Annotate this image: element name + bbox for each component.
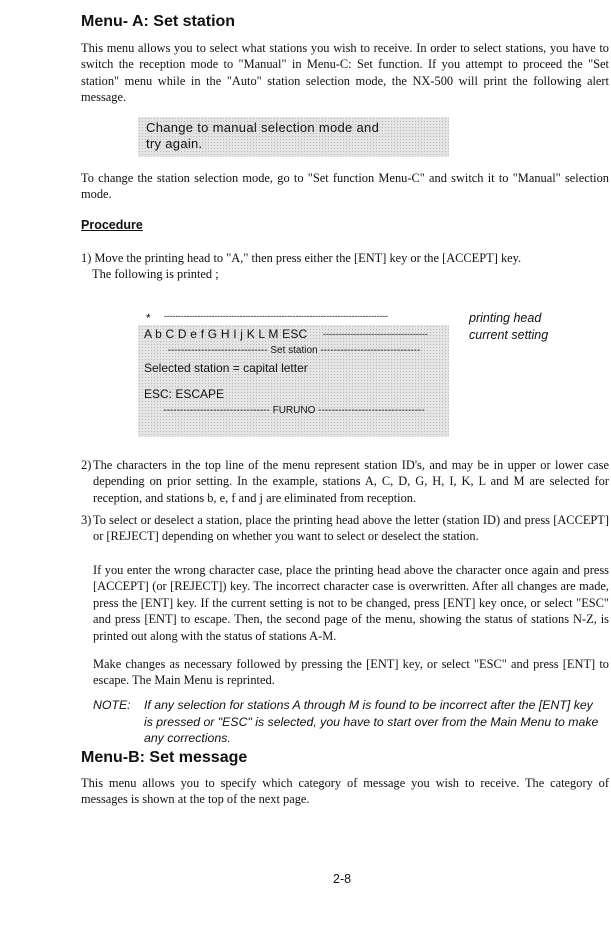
note-text: If any selection for stations A through M is found to be incorrect after the [ENT] key is pressed or "ESC" is selected, you have to start over from the Main Menu to make any corrections. [144,698,599,745]
note-label: NOTE: [93,698,131,712]
page-number: 2-8 [333,872,352,886]
menu-b-paragraph: This menu allows you to specify which category of message you wish to receive. The category of messages is shown at the top of the next page. [81,776,609,807]
printing-head-label: printing head [469,311,542,325]
current-setting-dashes: ----------------------------------- [323,329,428,339]
esc-legend: ESC: ESCAPE [144,387,225,401]
print-head-marker: * [146,311,151,325]
step-3: To select or deselect a station, place the printing head above the letter (station ID) and press [ACCEPT] or [REJECT] depending on whether you want to select or deselect the station. [93,513,609,544]
step-2: The characters in the top line of the menu represent station ID's, and may be in upper or lower case depending on prior setting. In the example, stations A, C, D, G, H, I, K, L and M are selected for reception, and stations b, e, f and j are eliminated from reception. [93,458,609,505]
step-2-number: 2) [81,458,92,472]
step-1-following: The following is printed ; [92,267,219,281]
step-1: 1) Move the printing head to "A," then press either the [ENT] key or the [ACCEPT] key. [81,251,522,265]
heading-menu-a: Menu- A: Set station [81,13,236,30]
printing-head-dashes: -------------------------------------------------------------------------------- [164,311,388,321]
alert-message-box [138,117,449,157]
alert-line-1: Change to manual selection mode and [146,120,380,135]
wrong-case-paragraph: If you enter the wrong character case, place the printing head above the character once again and press [ACCEPT] (or [REJECT]) key. The incorrect character case is overwritten. After all changes are made, press the [ENT] key. If the current setting is not to be changed, press [ENT] key once, or select "ESC" and press [ENT] to escape. Then, the second page of the menu, showing the status of stations N-Z, is printed out along with the status of stations A-M. [93,563,609,643]
set-station-title-row: ------------------------------ Set station ------------------------------ [167,345,421,356]
intro-paragraph: This menu allows you to select what stations you wish to receive. In order to select stations, you have to switch the reception mode to "Manual" in Menu-C: Set function. If you attempt to proceed the "Set station" menu while in the "Auto" station selection mode, the NX-500 will print the following alert message. [81,41,609,105]
step-3-number: 3) [81,513,92,527]
station-id-row: A b C D e f G H I j K L M ESC [144,327,308,341]
current-setting-label: current setting [469,328,549,342]
heading-menu-b: Menu-B: Set message [81,749,248,766]
procedure-heading: Procedure [81,218,143,232]
make-changes-paragraph: Make changes as necessary followed by pressing the [ENT] key, or select "ESC" and press [ENT] to escape. The Main Menu is reprinted. [93,657,609,688]
printout-sample-box [138,325,449,437]
alert-line-2: try again. [146,136,203,151]
selected-station-legend: Selected station = capital letter [144,361,308,375]
change-mode-paragraph: To change the station selection mode, go to "Set function Menu-C" and switch it to "Manual" selection mode. [81,171,609,202]
furuno-footer-row: -------------------------------- FURUNO -------------------------------- [163,405,425,416]
